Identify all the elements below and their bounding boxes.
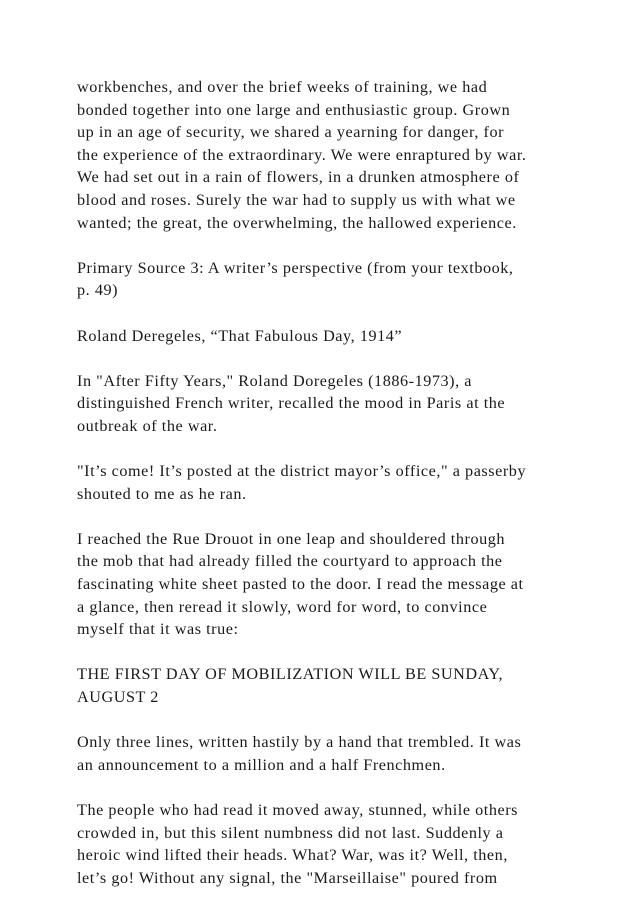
- text-line: an announcement to a million and a half Frenchmen.: [77, 755, 446, 774]
- text-line: the mob that had already filled the courtyard to approach the: [77, 552, 503, 571]
- text-line: crowded in, but this silent numbness did not last. Suddenly a: [77, 823, 504, 842]
- text-line: outbreak of the war.: [77, 416, 218, 435]
- text-line: We had set out in a rain of flowers, in a drunken atmosphere of: [77, 168, 520, 187]
- text-line: the experience of the extraordinary. We were enraptured by war.: [77, 145, 527, 164]
- text-line: AUGUST 2: [77, 688, 159, 707]
- text-line: wanted; the great, the overwhelming, the hallowed experience.: [77, 213, 517, 232]
- text-line: shouted to me as he ran.: [77, 484, 247, 503]
- text-line: up in an age of security, we shared a yearning for danger, for: [77, 123, 505, 142]
- mobilization-announcement: [77, 663, 577, 708]
- document-body: [77, 76, 577, 912]
- section-heading-primary-source-3: [77, 257, 577, 302]
- text-line: Only three lines, written hastily by a hand that trembled. It was: [77, 733, 522, 752]
- text-line: "It’s come! It’s posted at the district mayor’s office," a passerby: [77, 462, 527, 481]
- text-line: let’s go! Without any signal, the "Marseillaise" poured from: [77, 868, 498, 887]
- text-line: workbenches, and over the brief weeks of training, we had: [77, 78, 488, 96]
- text-line: fascinating white sheet pasted to the door. I read the message at: [77, 575, 524, 594]
- paragraph-rue-drouot: [77, 528, 577, 641]
- text-line: Roland Deregeles, “That Fabulous Day, 1914”: [77, 326, 403, 345]
- text-line: In "After Fifty Years," Roland Doregeles (1886-1973), a: [77, 371, 473, 390]
- text-line: Primary Source 3: A writer’s perspective (from your textbook,: [77, 258, 514, 277]
- source-title: [77, 325, 577, 348]
- paragraph-marseillaise: [77, 799, 577, 889]
- quote-passerby: [77, 460, 577, 505]
- text-line: heroic wind lifted their heads. What? War, was it? Well, then,: [77, 846, 508, 865]
- text-line: THE FIRST DAY OF MOBILIZATION WILL BE SUNDAY,: [77, 665, 504, 684]
- paragraph-training-narrative: [77, 76, 577, 234]
- text-line: a glance, then reread it slowly, word for word, to convince: [77, 597, 488, 616]
- source-introduction: [77, 370, 577, 438]
- text-line: The people who had read it moved away, stunned, while others: [77, 801, 519, 819]
- text-line: I reached the Rue Drouot in one leap and shouldered through: [77, 529, 506, 548]
- paragraph-three-lines: [77, 731, 577, 776]
- text-line: p. 49): [77, 281, 119, 300]
- text-line: bonded together into one large and enthusiastic group. Grown: [77, 100, 511, 119]
- text-line: blood and roses. Surely the war had to supply us with what we: [77, 190, 516, 209]
- text-line: distinguished French writer, recalled the mood in Paris at the: [77, 394, 506, 413]
- text-line: myself that it was true:: [77, 620, 239, 639]
